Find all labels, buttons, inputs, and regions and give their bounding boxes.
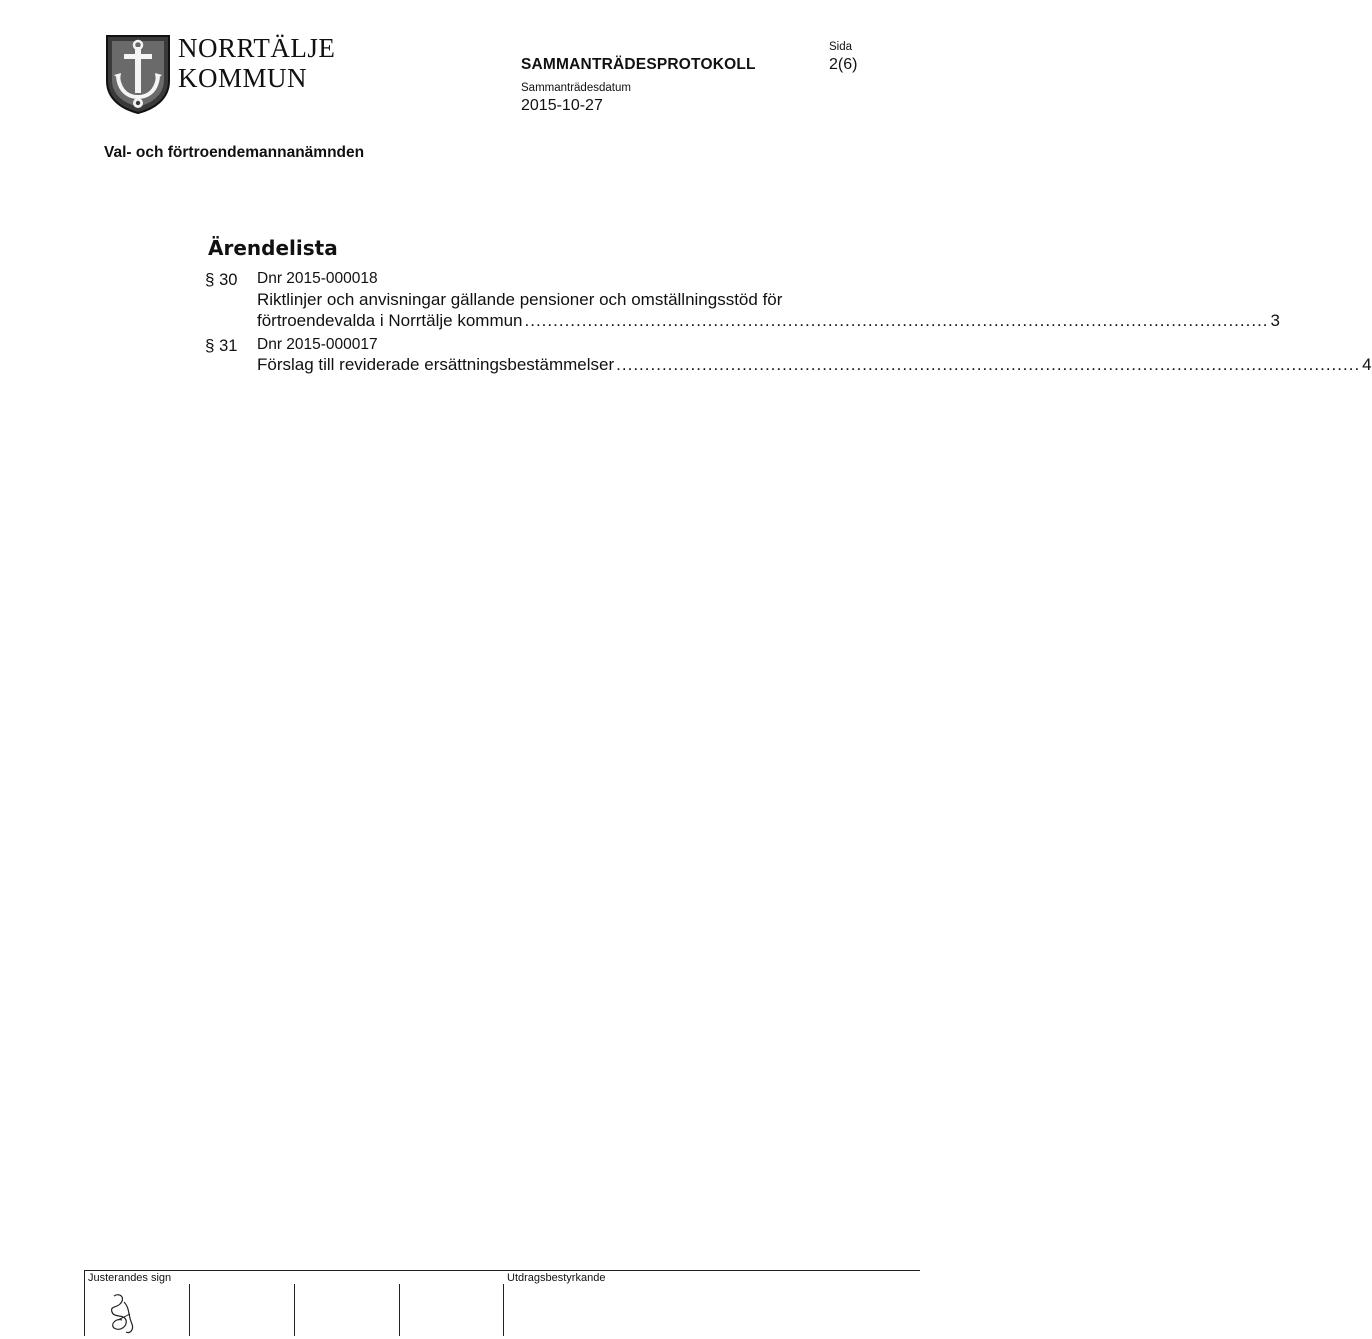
case-number: Dnr 2015-000018 xyxy=(257,270,378,287)
item-page: 3 xyxy=(1270,311,1280,330)
meeting-date-value: 2015-10-27 xyxy=(521,97,603,114)
paragraph-number xyxy=(205,270,237,290)
norrtalje-coat-of-arms-logo xyxy=(104,33,172,115)
item-page: 4 xyxy=(1362,355,1372,374)
agenda-title: Ärendelista xyxy=(208,236,338,260)
item-title-line2: förtroendevalda i Norrtälje kommun xyxy=(257,311,523,330)
paragraph-value: 31 xyxy=(219,337,238,355)
item-title-line1: Förslag till reviderade ersättningsbestämmelser xyxy=(257,355,615,374)
extract-certification-label: Utdragsbestyrkande xyxy=(507,1272,606,1284)
agenda-item xyxy=(205,270,1280,330)
case-number: Dnr 2015-000017 xyxy=(257,336,378,353)
page-number: 2(6) xyxy=(829,56,858,73)
organization-name xyxy=(178,33,335,93)
item-title-line2-row xyxy=(257,311,1280,331)
paragraph-value: 30 xyxy=(219,271,238,289)
organization-name-line1: NORRTÄLJE xyxy=(178,33,336,63)
footer-signature-box xyxy=(84,1270,920,1336)
footer-divider xyxy=(294,1284,295,1336)
page-label: Sida xyxy=(829,41,853,53)
justification-sign-label: Justerandes sign xyxy=(88,1272,172,1284)
paragraph-number xyxy=(205,336,237,356)
dot-leader: .................................................................................................................................. xyxy=(616,355,1361,374)
footer-divider xyxy=(189,1284,190,1336)
meeting-date-label: Sammanträdesdatum xyxy=(521,82,631,94)
footer-divider xyxy=(503,1284,504,1336)
dot-leader: .................................................................................................................................. xyxy=(524,311,1269,330)
handwritten-signature xyxy=(100,1290,144,1336)
item-title-line1-row xyxy=(257,355,1372,375)
footer-top-rule xyxy=(84,1270,920,1271)
committee-name: Val- och förtroendemannanämnden xyxy=(104,144,365,161)
agenda-item xyxy=(205,336,1372,376)
footer-divider xyxy=(399,1284,400,1336)
footer-divider xyxy=(84,1270,85,1336)
organization-name-line2: KOMMUN xyxy=(178,63,308,93)
section-symbol: § xyxy=(205,336,215,355)
document-type: SAMMANTRÄDESPROTOKOLL xyxy=(521,56,756,73)
section-symbol: § xyxy=(205,270,215,289)
item-title-line1: Riktlinjer och anvisningar gällande pensioner och omställningsstöd för xyxy=(257,290,783,309)
